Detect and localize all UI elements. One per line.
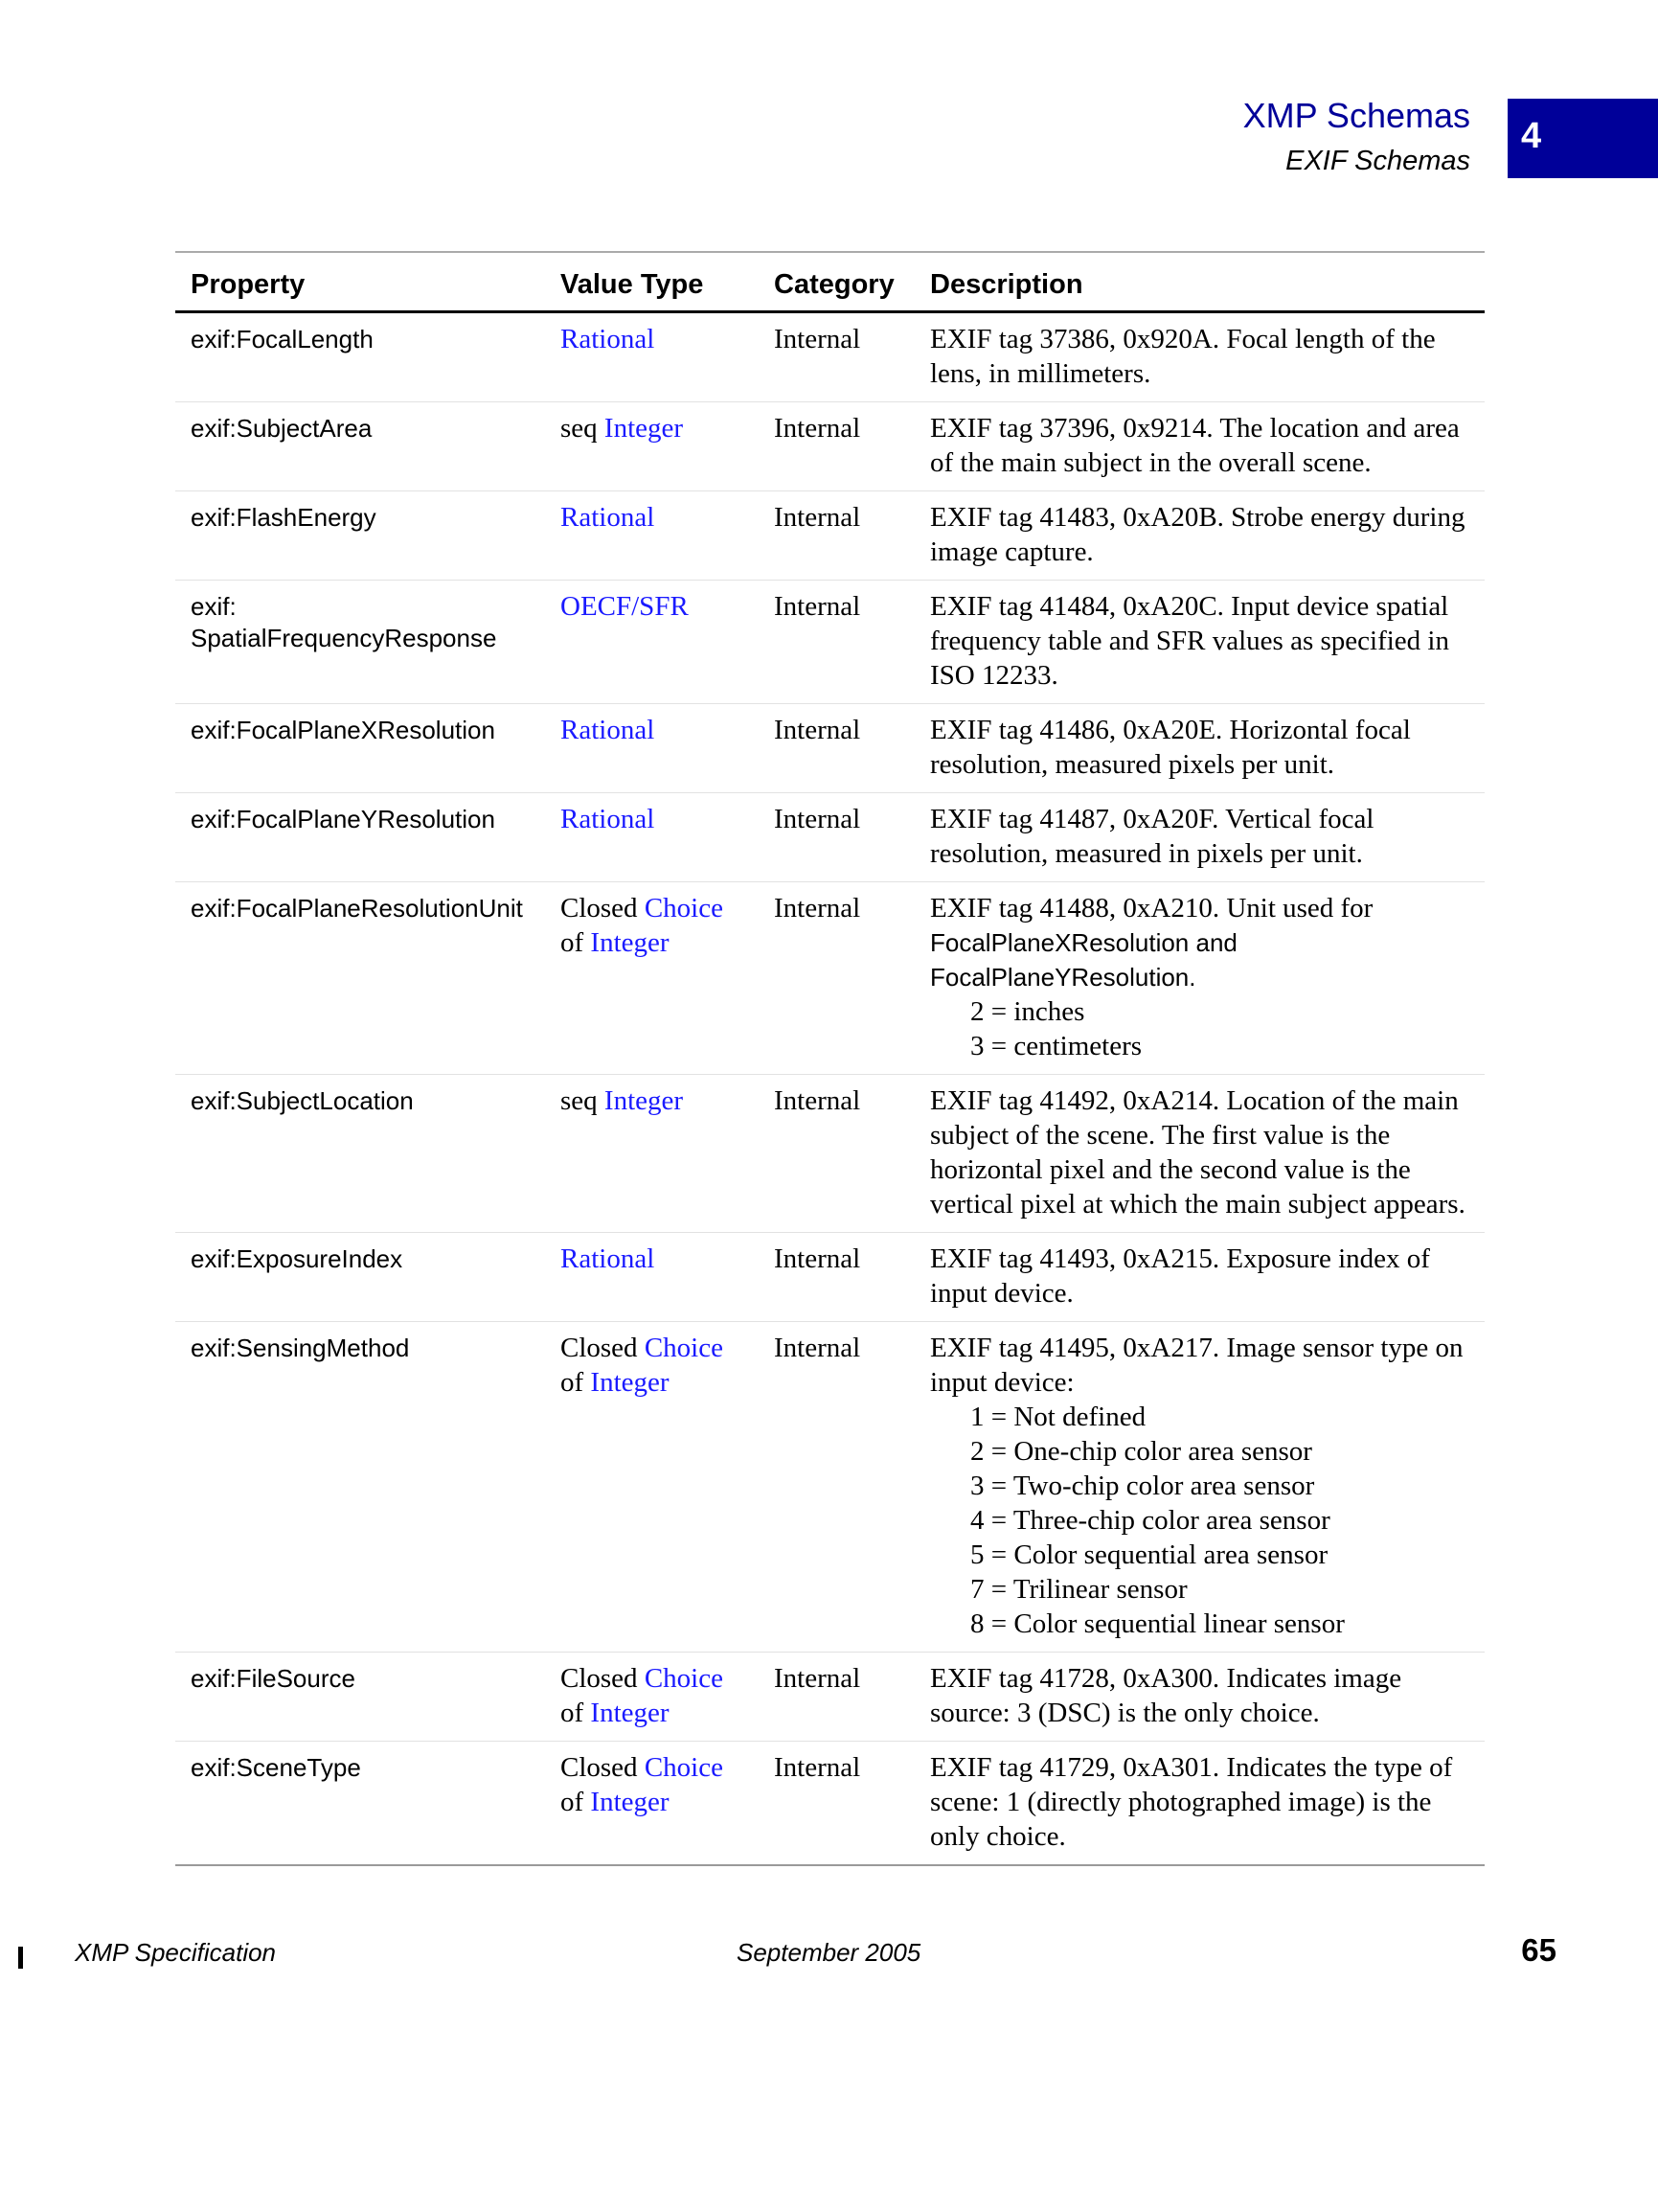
footer-date: September 2005: [737, 1938, 921, 1967]
footer-document-title: XMP Specification: [75, 1938, 277, 1967]
description-text: EXIF tag 41492, 0xA214. Location of the main subject of the scene. The first value is the horizontal pixel and the second value is the vertical pixel at which the main subject appears.: [930, 1085, 1465, 1220]
category-cell: Internal: [759, 1322, 915, 1653]
value-type-text: Closed: [560, 1663, 645, 1694]
description-text: EXIF tag 41493, 0xA215. Exposure index of input device.: [930, 1243, 1430, 1309]
value-type-link[interactable]: Rational: [560, 1243, 655, 1274]
description-cell: [915, 581, 1485, 704]
value-type-text: of: [560, 1698, 591, 1728]
table-row: [175, 704, 1485, 793]
value-type-link[interactable]: Integer: [590, 1698, 670, 1728]
property-name: exif:SceneType: [191, 1753, 361, 1782]
enum-value: 3 = Two-chip color area sensor: [970, 1471, 1315, 1501]
description-text: EXIF tag 41729, 0xA301. Indicates the type of scene: 1 (directly photographed image) is the only choice.: [930, 1752, 1453, 1852]
description-cell: [915, 1653, 1485, 1742]
category-cell: Internal: [759, 882, 915, 1075]
description-cell: [915, 491, 1485, 581]
value-type-cell: [545, 491, 759, 581]
value-type-link[interactable]: Choice: [644, 1663, 723, 1694]
enum-value: 2 = inches: [970, 996, 1085, 1027]
property-name-cell: [175, 1233, 545, 1322]
category-cell: Internal: [759, 793, 915, 882]
table-row: [175, 1322, 1485, 1653]
description-cell: [915, 704, 1485, 793]
value-type-cell: [545, 402, 759, 491]
category-cell: Internal: [759, 1233, 915, 1322]
description-text: EXIF tag 41486, 0xA20E. Horizontal focal resolution, measured pixels per unit.: [930, 715, 1411, 780]
property-name: exif:FocalPlaneXResolution: [191, 716, 495, 744]
value-type-link[interactable]: Rational: [560, 502, 655, 533]
value-type-cell: [545, 1653, 759, 1742]
category-cell: Internal: [774, 1752, 861, 1783]
table-row: [175, 1233, 1485, 1322]
property-name: exif:FileSource: [191, 1664, 355, 1693]
category-cell: Internal: [759, 1653, 915, 1742]
property-name-cell: [175, 793, 545, 882]
enum-value: 4 = Three-chip color area sensor: [970, 1505, 1330, 1536]
value-type-link[interactable]: Choice: [644, 1752, 723, 1783]
property-name-cell: [175, 1742, 545, 1866]
property-name-cell: [175, 312, 545, 402]
value-type-text: Closed: [560, 1752, 645, 1783]
table-row: [175, 312, 1485, 402]
column-header-category: Category: [759, 252, 915, 312]
description-cell: [915, 882, 1485, 1075]
enum-value: 1 = Not defined: [970, 1402, 1147, 1432]
value-type-cell: [545, 1075, 759, 1233]
value-type-cell: [545, 1233, 759, 1322]
properties-table-container: [175, 251, 1485, 1866]
property-name: exif:SensingMethod: [191, 1334, 410, 1362]
description-cell: [915, 1075, 1485, 1233]
property-name: exif:FlashEnergy: [191, 503, 376, 532]
value-type-link[interactable]: OECF/SFR: [560, 591, 689, 622]
property-name-cell: [175, 882, 545, 1075]
property-name-cell: [175, 1075, 545, 1233]
property-name: exif:FocalPlaneResolutionUnit: [191, 894, 523, 923]
value-type-link[interactable]: Integer: [603, 1085, 684, 1116]
description-text: EXIF tag 37396, 0x9214. The location and area of the main subject in the overall scene.: [930, 413, 1460, 478]
description-cell: [915, 312, 1485, 402]
description-cell: [915, 1322, 1485, 1653]
property-name-cell: [175, 1653, 545, 1742]
description-cell: [915, 793, 1485, 882]
value-type-link[interactable]: Rational: [560, 804, 655, 834]
value-type-link[interactable]: Rational: [560, 715, 655, 745]
value-type-text: Closed: [560, 893, 645, 924]
description-text: EXIF tag 37386, 0x920A. Focal length of the lens, in millimeters.: [930, 324, 1436, 389]
property-name: exif:SubjectLocation: [191, 1086, 414, 1115]
table-row: [175, 1742, 1485, 1866]
property-name: exif:ExposureIndex: [191, 1244, 403, 1273]
table-row: [175, 1075, 1485, 1233]
value-type-text: Closed: [560, 1333, 645, 1363]
value-type-link[interactable]: Integer: [590, 927, 670, 958]
property-name: SpatialFrequencyResponse: [191, 624, 497, 652]
value-type-text: of: [560, 1787, 591, 1817]
enum-value: 5 = Color sequential area sensor: [970, 1539, 1329, 1570]
description-text: EXIF tag 41495, 0xA217. Image sensor type on input device:: [930, 1333, 1464, 1398]
property-name-cell: [175, 704, 545, 793]
table-row: [175, 581, 1485, 704]
property-name-cell: [175, 581, 545, 704]
table-body: [175, 312, 1485, 1866]
category-cell: Internal: [759, 581, 915, 704]
table-row: [175, 1653, 1485, 1742]
value-type-link[interactable]: Choice: [644, 1333, 723, 1363]
description-cell: [915, 1233, 1485, 1322]
category-cell: Internal: [759, 704, 915, 793]
description-text: EXIF tag 41483, 0xA20B. Strobe energy during image capture.: [930, 502, 1465, 567]
description-text: FocalPlaneXResolution and: [930, 928, 1238, 957]
table-header-row: [175, 252, 1485, 312]
category-cell: Internal: [759, 491, 915, 581]
description-cell: [915, 1742, 1485, 1866]
column-header-property: Property: [175, 252, 545, 312]
value-type-link[interactable]: Integer: [590, 1367, 670, 1398]
table-row: [175, 402, 1485, 491]
property-name: exif:: [191, 592, 237, 621]
section-title: XMP Schemas: [1242, 96, 1470, 135]
value-type-cell: [545, 1322, 759, 1653]
description-text: EXIF tag 41728, 0xA300. Indicates image source: 3 (DSC) is the only choice.: [930, 1663, 1402, 1728]
category-cell: Internal: [759, 312, 915, 402]
value-type-cell: [545, 1742, 759, 1866]
value-type-cell: [545, 704, 759, 793]
page-number: 65: [1521, 1932, 1556, 1968]
description-cell: [915, 402, 1485, 491]
table-row: [175, 793, 1485, 882]
property-name-cell: [175, 491, 545, 581]
value-type-cell: [545, 312, 759, 402]
enum-value: 3 = centimeters: [970, 1031, 1143, 1061]
description-text: EXIF tag 41487, 0xA20F. Vertical focal resolution, measured in pixels per unit.: [930, 804, 1374, 869]
description-text: EXIF tag 41484, 0xA20C. Input device spatial frequency table and SFR values as specified in ISO 12233.: [930, 591, 1449, 691]
table-row: [175, 491, 1485, 581]
properties-table: [175, 251, 1485, 1866]
value-type-cell: [545, 882, 759, 1075]
description-text: FocalPlaneYResolution.: [930, 963, 1196, 992]
change-bar: [18, 1947, 23, 1969]
table-row: [175, 882, 1485, 1075]
value-type-text: seq: [560, 1085, 604, 1116]
value-type-cell: [545, 793, 759, 882]
property-name-cell: [175, 402, 545, 491]
description-text: EXIF tag 41488, 0xA210. Unit used for: [930, 893, 1374, 924]
value-type-link[interactable]: Integer: [603, 413, 684, 444]
property-name: exif:FocalLength: [191, 325, 374, 353]
property-name-cell: [175, 1322, 545, 1653]
property-name: exif:FocalPlaneYResolution: [191, 805, 495, 833]
column-header-value-type: Value Type: [545, 252, 759, 312]
value-type-text: of: [560, 1367, 591, 1398]
section-subtitle: EXIF Schemas: [1285, 146, 1470, 176]
value-type-link[interactable]: Integer: [590, 1787, 670, 1817]
value-type-link[interactable]: Rational: [560, 324, 655, 354]
value-type-link[interactable]: Choice: [644, 893, 723, 924]
value-type-text: of: [560, 927, 591, 958]
chapter-tab: 4: [1508, 99, 1658, 178]
enum-value: 8 = Color sequential linear sensor: [970, 1608, 1345, 1639]
category-cell: Internal: [759, 1075, 915, 1233]
value-type-cell: [545, 581, 759, 704]
category-cell: Internal: [759, 402, 915, 491]
column-header-description: Description: [915, 252, 1485, 312]
enum-value: 7 = Trilinear sensor: [970, 1574, 1188, 1605]
value-type-text: seq: [560, 413, 604, 444]
enum-value: 2 = One-chip color area sensor: [970, 1436, 1312, 1467]
property-name: exif:SubjectArea: [191, 414, 373, 443]
